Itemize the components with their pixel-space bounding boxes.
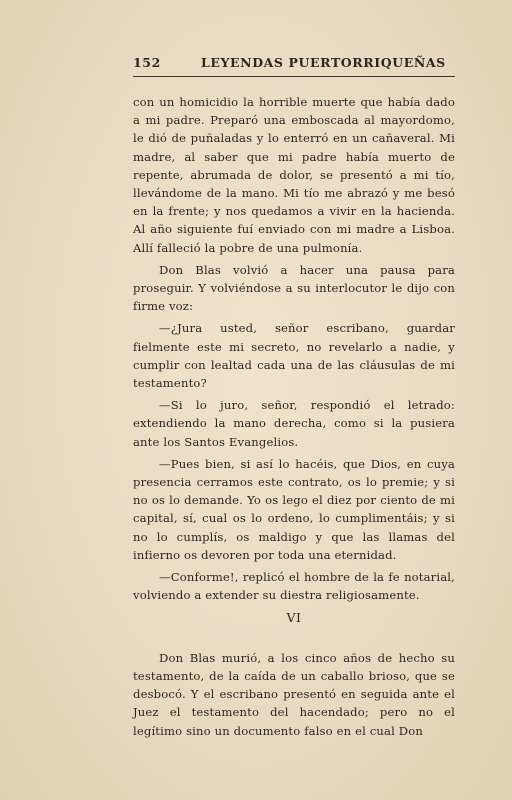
paragraph: Don Blas volvió a hacer una pausa para proseguir. Y volviéndose a su interlocutor le dijo con firme voz: [133, 262, 455, 314]
page-number: 152 [133, 55, 161, 70]
paragraph-dialogue: —¿Jura usted, señor escribano, guardar fielmente este mi secreto, no revelarlo a nadie, y cumplir con lealtad cada una de las cláusulas de mi testamento? [133, 321, 455, 391]
page-header [133, 55, 455, 77]
section-heading: VI [286, 610, 302, 626]
running-title: LEYENDAS PUERTORRIQUEÑAS [201, 55, 446, 70]
body-text [133, 93, 455, 740]
paragraph-dialogue: —Conforme!, replicó el hombre de la fe notarial, volviendo a extender su diestra religiosamente. [133, 570, 455, 603]
paragraph-dialogue: —Si lo juro, señor, respondió el letrado: extendiendo la mano derecha, como si la pusiera ante los Santos Evangelios. [133, 398, 455, 449]
paragraph-dialogue: —Pues bien, si así lo hacéis, que Dios, en cuya presencia cerramos este contrato, os lo premie; y si no os lo demande. Yo os lego el diez por ciento de mi capital, sí, cual os lo ordeno, lo cumplimentáis; y si no lo cumplís, os maldigo y que las llamas del infierno os devoren por toda una eternidad. [133, 456, 455, 562]
paragraph-continuation: con un homicidio la horrible muerte que había dado a mi padre. Preparó una emboscada al mayordomo, le dió de puñaladas y lo enterró en un cañaveral. Mi madre, al saber que mi padre había muerto de repente, abrumada de dolor, se presentó a mi tío, llevándome de la mano. Mi tío me abrazó y me besó en la frente; y nos quedamos a vivir en la hacienda. Al año siguiente fuí enviado con mi madre a Lisboa. Allí falleció la pobre de una pulmonía. [133, 95, 455, 255]
paragraph: Don Blas murió, a los cinco años de hecho su testamento, de la caída de un caballo brioso, que se desbocó. Y el escribano presentó en seguida ante el Juez el testamento del hacendado; pero no el legítimo sino un documento falso en el cual Don [133, 650, 455, 738]
header-rule [133, 76, 455, 77]
